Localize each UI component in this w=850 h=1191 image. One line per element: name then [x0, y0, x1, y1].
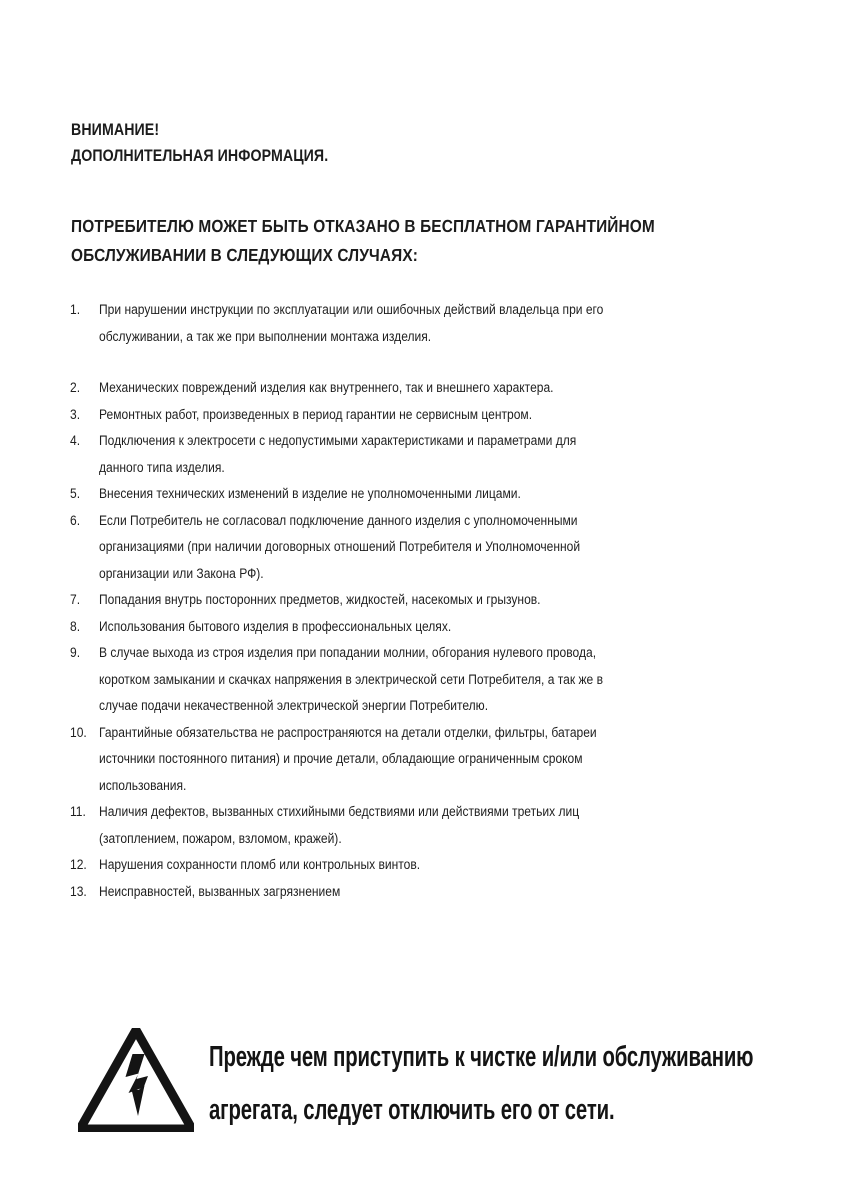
- list-item-number: 11.: [70, 804, 86, 819]
- list-item-number: 4.: [70, 433, 81, 448]
- warranty-refusal-subheading-block: [71, 212, 811, 270]
- list-item-text: [99, 587, 725, 614]
- list-item-line: Если Потребитель не согласовал подключение данного изделия с уполномоченными: [99, 512, 578, 528]
- list-item-text: [99, 852, 725, 879]
- warranty-exclusions-list: [70, 297, 795, 905]
- list-item: [70, 720, 795, 800]
- list-item: [70, 799, 795, 852]
- list-item: [70, 852, 795, 879]
- list-item-number: 12.: [70, 857, 87, 872]
- list-item: [70, 297, 795, 350]
- disconnect-warning-line-1: Прежде чем приступить к чистке и/или обслуживанию: [209, 1041, 754, 1073]
- list-item-text: [99, 428, 725, 481]
- list-item: [70, 402, 795, 429]
- list-item: [70, 879, 795, 906]
- list-item-number: 3.: [70, 406, 81, 422]
- list-item-line: использования.: [99, 777, 187, 793]
- attention-heading: ВНИМАНИЕ!: [71, 121, 160, 139]
- list-item: [70, 375, 795, 402]
- list-item-number: 1.: [70, 302, 81, 317]
- list-item-line: случае подачи некачественной электрической энергии Потребителю.: [99, 698, 489, 713]
- list-item-line: Подключения к электросети с недопустимыми характеристиками и параметрами для: [99, 433, 577, 448]
- disconnect-warning-line-2: агрегата, следует отключить его от сети.: [209, 1094, 615, 1126]
- list-item-line: источники постоянного питания) и прочие детали, обладающие ограниченным сроком: [99, 751, 583, 766]
- list-item-text: [99, 614, 725, 641]
- list-item-line: коротком замыкании и скачках напряжения в электрической сети Потребителя, а так же в: [99, 671, 603, 687]
- list-item-line: При нарушении инструкции по эксплуатации или ошибочных действий владельца при его: [99, 302, 604, 317]
- list-item-number: 13.: [70, 883, 87, 899]
- list-item: [70, 587, 795, 614]
- list-item-line: организации или Закона РФ).: [99, 565, 264, 581]
- list-item: [70, 508, 795, 588]
- disconnect-warning-text: [209, 1026, 850, 1137]
- list-item-line: Внесения технических изменений в изделие не уполномоченными лицами.: [99, 486, 521, 501]
- list-item-text: [99, 297, 725, 350]
- list-item-number: 6.: [70, 512, 81, 528]
- additional-info-heading: ДОПОЛНИТЕЛЬНАЯ ИНФОРМАЦИЯ.: [71, 147, 329, 165]
- list-item-line: Наличия дефектов, вызванных стихийными бедствиями или действиями третьих лиц: [99, 804, 580, 819]
- list-item-line: В случае выхода из строя изделия при попадании молнии, обгорания нулевого провода,: [99, 645, 597, 660]
- list-item-number: 8.: [70, 618, 81, 634]
- list-item-line: Неисправностей, вызванных загрязнением: [99, 883, 341, 899]
- list-item-line: Использования бытового изделия в профессиональных целях.: [99, 618, 452, 634]
- list-item-line: данного типа изделия.: [99, 459, 225, 475]
- warranty-refusal-subheading-line-2: ОБСЛУЖИВАНИИ В СЛЕДУЮЩИХ СЛУЧАЯХ:: [70, 245, 419, 265]
- list-item-number: 5.: [70, 486, 81, 501]
- list-item-line: Нарушения сохранности пломб или контрольных винтов.: [99, 857, 421, 872]
- list-item: [70, 640, 795, 720]
- list-item-number: 10.: [70, 724, 87, 740]
- high-voltage-triangle-icon: [78, 1028, 194, 1132]
- list-item-line: (затоплением, пожаром, взломом, кражей).: [99, 830, 342, 846]
- list-item: [70, 481, 795, 508]
- list-item-line: организациями (при наличии договорных отношений Потребителя и Уполномоченной: [99, 539, 581, 554]
- list-item-line: Попадания внутрь посторонних предметов, жидкостей, насекомых и грызунов.: [99, 592, 541, 607]
- list-item-number: 2.: [70, 380, 81, 395]
- list-item-number: 9.: [70, 645, 81, 660]
- list-item-line: Ремонтных работ, произведенных в период гарантии не сервисным центром.: [99, 406, 533, 422]
- list-item-line: обслуживании, а так же при выполнении монтажа изделия.: [99, 328, 432, 344]
- list-item-text: [99, 799, 725, 852]
- list-item: [70, 614, 795, 641]
- disconnect-warning-block: [78, 1026, 818, 1137]
- list-item-text: [99, 640, 725, 720]
- list-item: [70, 428, 795, 481]
- list-item-number: 7.: [70, 592, 81, 607]
- list-item-text: [99, 402, 725, 429]
- attention-heading-block: [71, 117, 801, 169]
- list-item-text: [99, 879, 725, 906]
- list-item-line: Гарантийные обязательства не распространяются на детали отделки, фильтры, батареи: [99, 724, 597, 740]
- list-item-line: Механических повреждений изделия как внутреннего, так и внешнего характера.: [99, 380, 554, 395]
- list-item-text: [99, 481, 725, 508]
- list-item-text: [99, 508, 725, 588]
- list-item-text: [99, 720, 725, 800]
- list-item-text: [99, 375, 725, 402]
- warranty-refusal-subheading-line-1: ПОТРЕБИТЕЛЮ МОЖЕТ БЫТЬ ОТКАЗАНО В БЕСПЛАТНОМ ГАРАНТИЙНОМ: [70, 216, 656, 236]
